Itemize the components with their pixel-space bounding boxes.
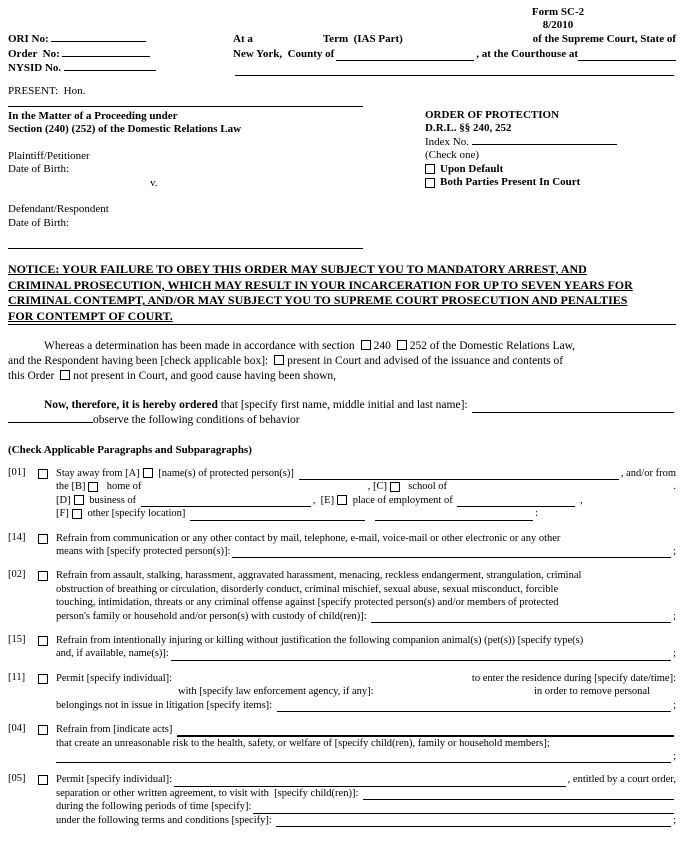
blank-p14-persons[interactable] <box>232 555 671 558</box>
p05-text: during the following periods of time [specify]: <box>56 801 252 813</box>
paragraph-11-number: [11] <box>8 671 26 683</box>
p05-text: ; <box>673 814 676 826</box>
blank-p11-agency[interactable] <box>376 697 532 699</box>
checkbox-p15[interactable] <box>38 636 48 646</box>
p04-text: that create an unreasonable risk to the health, safety, or welfare of [specify child(ren), family or household members]; <box>56 737 550 749</box>
paragraph-02 <box>8 569 676 623</box>
check-one-label: (Check one) <box>425 149 480 161</box>
checkbox-section-252[interactable] <box>397 340 407 350</box>
at-a-label: At a <box>233 33 253 45</box>
paragraph-04 <box>8 723 676 763</box>
form-number: Form SC-2 <box>531 6 585 18</box>
paragraph-15 <box>8 634 676 661</box>
blank-p01-other-2[interactable] <box>375 518 533 521</box>
p14-text: means with [specify protected person(s)]: <box>56 546 231 558</box>
blank-courthouse[interactable] <box>578 60 676 61</box>
p04-text: ; <box>673 750 676 762</box>
plaintiff-dob-label: Date of Birth: <box>8 163 70 175</box>
p01-text: business of <box>86 494 139 506</box>
p01-text: home of <box>101 481 142 493</box>
p01-text: , and/or from <box>620 468 676 479</box>
ordered-tail: observe the following conditions of behavior <box>93 414 300 426</box>
p02-text: obstruction of breathing or circulation, disorderly conduct, criminal mischief, sexual abuse, sexual misconduct, forcible <box>56 583 559 595</box>
paragraph-01 <box>8 467 676 521</box>
p11-text: with [specify law enforcement agency, if any]: <box>178 686 374 698</box>
blank-p02-persons[interactable] <box>371 620 671 623</box>
ori-no-label: ORI No: <box>8 33 49 45</box>
checkbox-section-240[interactable] <box>361 340 371 350</box>
whereas-text: this Order <box>8 370 55 382</box>
checkbox-p01-a-persons[interactable] <box>143 468 153 478</box>
paragraph-15-number: [15] <box>8 634 26 646</box>
checkbox-p04[interactable] <box>38 725 48 735</box>
checkbox-p11[interactable] <box>38 674 48 684</box>
p01-text: place of employment of <box>350 494 456 506</box>
p05-text: under the following terms and conditions [specify]: <box>56 814 275 826</box>
blank-county[interactable] <box>336 58 474 61</box>
checkbox-p05[interactable] <box>38 775 48 785</box>
paragraph-04-number: [04] <box>8 723 26 735</box>
order-title: ORDER OF PROTECTION <box>425 108 560 121</box>
checkbox-p01-f-other[interactable] <box>72 509 82 519</box>
checkbox-p01-b-home[interactable] <box>88 482 98 492</box>
p14-text: Refrain from communication or any other contact by mail, telephone, e-mail, voice-mail or other electronic or any other <box>56 532 561 544</box>
blank-nysid-no[interactable] <box>64 70 156 71</box>
checkbox-p01[interactable] <box>38 469 48 479</box>
whereas-text: and the Respondent having been [check applicable box]: <box>8 355 269 367</box>
p02-text: touching, intimidation, threats or any criminal offense against [specify protected person(s) and/or members of protected <box>56 597 559 609</box>
p02-text: ; <box>673 610 676 622</box>
blank-p05-terms[interactable] <box>276 824 671 827</box>
p11-text: Permit [specify individual]: <box>56 672 173 684</box>
blank-p01-school[interactable] <box>449 492 671 494</box>
blank-p04-acts[interactable] <box>177 733 674 737</box>
county-label: New York, County of <box>233 47 335 60</box>
supreme-court-label: of the Supreme Court, State of <box>532 33 676 45</box>
checkbox-p01-d-business[interactable] <box>74 495 84 505</box>
p15-text: and, if available, name(s)]: <box>56 648 169 660</box>
p01-text: other [specify location] <box>84 508 189 520</box>
defendant-dob-label: Date of Birth: <box>8 216 70 229</box>
whereas-clause <box>8 339 676 384</box>
p01-text: [F] <box>56 508 69 520</box>
blank-index-no[interactable] <box>472 144 617 145</box>
caption-gap <box>8 190 363 203</box>
whereas-text: Whereas a determination has been made in accordance with section <box>44 340 355 352</box>
p01-text: school of <box>403 481 448 493</box>
checkbox-p02[interactable] <box>38 571 48 581</box>
blank-p05-children[interactable] <box>363 797 674 800</box>
matter-line-2: Section (240) (252) of the Domestic Relations Law <box>8 123 242 135</box>
p01-text: [D] <box>56 494 71 506</box>
p01-text: [name(s) of protected person(s)] <box>155 468 297 479</box>
versus-label: v. <box>150 176 158 189</box>
p11-text: ; <box>673 699 676 711</box>
p01-text: , [E] <box>312 494 335 506</box>
p05-text: separation or other written agreement, to visit with [specify child(ren)]: <box>56 787 361 799</box>
p01-text: , <box>577 494 583 506</box>
blank-p04-continued[interactable] <box>56 760 671 763</box>
notice-warning <box>8 262 676 325</box>
p02-text: person's family or household and/or person(s) with custody of child(ren)]: <box>56 610 370 622</box>
drl-citation: D.R.L. §§ 240, 252 <box>425 122 512 134</box>
check-applicable-heading: (Check Applicable Paragraphs and Subparagraphs) <box>8 444 252 456</box>
ordered-specify: that [specify first name, middle initial and last name]: <box>220 399 471 411</box>
caption-left-column <box>8 106 363 250</box>
notice-line: FOR CONTEMPT OF COURT. <box>8 308 173 323</box>
present-hon-label: PRESENT: Hon. <box>8 84 86 97</box>
p05-text: Permit [specify individual]: <box>56 774 173 786</box>
header-row-3 <box>8 61 676 76</box>
notice-line: CRIMINAL CONTEMPT, AND/OR MAY SUBJECT YOU TO SUPREME COURT PROSECUTION AND PENALTIES <box>8 293 628 307</box>
paragraph-05 <box>8 773 676 827</box>
caption-right-column <box>425 106 676 250</box>
blank-p11-items[interactable] <box>277 709 671 712</box>
p01-text: Stay away from [A] <box>56 468 140 479</box>
paragraph-02-number: [02] <box>8 569 26 581</box>
p01-text: the [B] <box>56 481 86 493</box>
ordered-clause <box>8 398 676 428</box>
whereas-text: not present in Court, and good cause having been shown, <box>73 370 337 382</box>
blank-ordered-name-2[interactable] <box>8 422 93 423</box>
paragraph-05-number: [05] <box>8 773 26 785</box>
nysid-no-label: NYSID No. <box>8 62 62 74</box>
form-revision-date: 8/2010 <box>542 19 574 31</box>
case-caption <box>8 106 676 250</box>
notice-line: NOTICE: YOUR FAILURE TO OBEY THIS ORDER MAY SUBJECT YOU TO MANDATORY ARREST, AND <box>8 262 587 276</box>
checkbox-both-parties[interactable] <box>425 178 435 188</box>
matter-line-1: In the Matter of a Proceeding under <box>8 109 178 122</box>
paragraph-14 <box>8 532 676 559</box>
p01-text: . <box>673 481 677 493</box>
blank-order-no[interactable] <box>62 56 150 57</box>
blank-p01-employment[interactable] <box>457 504 575 507</box>
whereas-text: present in Court and advised of the issuance and contents of <box>287 355 564 367</box>
blank-p01-other-1[interactable] <box>190 518 365 521</box>
checkbox-p14[interactable] <box>38 534 48 544</box>
checkbox-present-in-court[interactable] <box>274 355 284 365</box>
blank-ordered-name-1[interactable] <box>472 410 674 413</box>
paragraph-11 <box>8 672 676 712</box>
term-label: Term (IAS Part) <box>322 33 403 45</box>
header-row-2 <box>8 47 676 62</box>
blank-p15-animals[interactable] <box>171 658 671 661</box>
upon-default-label: Upon Default <box>440 162 504 175</box>
blank-ori-no[interactable] <box>51 41 146 42</box>
defendant-label: Defendant/Respondent <box>8 203 109 215</box>
both-parties-label: Both Parties Present In Court <box>440 176 581 188</box>
p02-text: Refrain from assault, stalking, harassment, aggravated harassment, menacing, reckless endangerment, strangulation, criminal <box>56 570 582 582</box>
checkbox-p01-c-school[interactable] <box>390 482 400 492</box>
p15-text: ; <box>673 648 676 660</box>
p11-text: belongings not in issue in litigation [specify items]: <box>56 699 275 711</box>
paragraph-14-number: [14] <box>8 531 26 543</box>
notice-line: CRIMINAL PROSECUTION, WHICH MAY RESULT IN YOUR INCARCERATION FOR UP TO SEVEN YEARS FOR <box>8 277 633 292</box>
paragraph-01-number: [01] <box>8 467 26 478</box>
caption-gap <box>8 137 363 150</box>
p05-text: , entitled by a court order, <box>567 774 676 786</box>
blank-p01-persons[interactable] <box>299 477 619 480</box>
checkbox-p01-e-employment[interactable] <box>337 495 347 505</box>
form-id-block <box>458 6 658 32</box>
venue-rule <box>235 73 674 76</box>
whereas-text: of the Domestic Relations Law, <box>426 340 576 352</box>
section-240-label: 240 <box>373 340 391 352</box>
p01-text: , [C] <box>367 481 387 493</box>
order-no-label: Order No: <box>8 47 60 60</box>
p01-text: : <box>535 508 538 520</box>
checkbox-upon-default[interactable] <box>425 164 435 174</box>
courthouse-label: , at the Courthouse at <box>476 47 578 60</box>
plaintiff-label: Plaintiff/Petitioner <box>8 149 90 162</box>
checkbox-not-present-in-court[interactable] <box>60 370 70 380</box>
p15-text: Refrain from intentionally injuring or killing without justification the following companion animal(s) (pet(s)) [specify type(s) <box>56 635 584 647</box>
p14-text: ; <box>673 546 676 558</box>
section-252-label: 252 <box>409 340 427 352</box>
blank-p05-periods[interactable] <box>253 811 674 814</box>
p11-text: in order to remove personal <box>533 686 650 698</box>
header-row-1 <box>8 32 676 47</box>
p04-text: Refrain from [indicate acts] <box>56 724 175 736</box>
index-no-label: Index No. <box>425 135 472 148</box>
ordered-lead: Now, therefore, it is hereby ordered <box>44 399 221 411</box>
p11-text: to enter the residence during [specify date/time]: <box>471 672 676 684</box>
